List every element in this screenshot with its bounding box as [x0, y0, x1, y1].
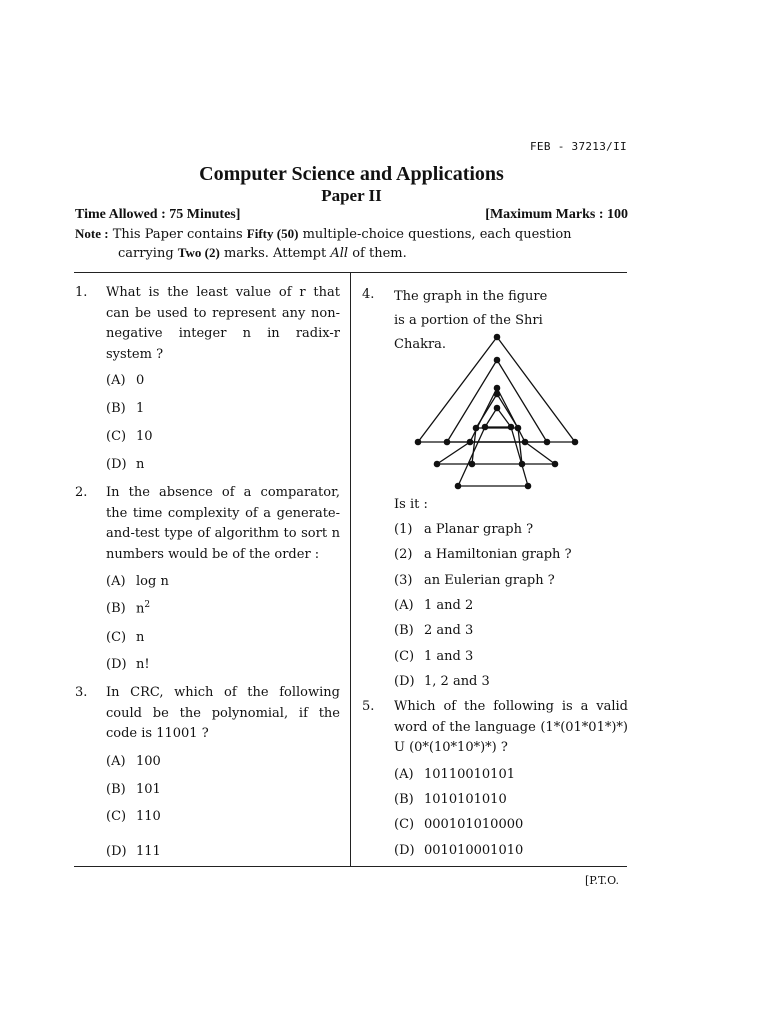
q1-option-c[interactable] [106, 429, 153, 444]
option-label: (D) [394, 843, 415, 858]
statement-label: (1) [394, 522, 413, 537]
statement-value: a Planar graph ? [424, 522, 534, 537]
q1-option-a[interactable] [106, 373, 144, 388]
question-4-text: The graph in the figure is a portion of the Shri Chakra. [394, 289, 548, 352]
question-5-text: Which of the following is a valid word of the language (1*(01*01*)*) U (0*(10*10*)*) ? [394, 699, 628, 755]
option-value: 101 [136, 782, 161, 797]
option-superscript: 2 [144, 600, 151, 610]
paper-code: FEB - 37213/II [530, 140, 627, 153]
option-value: 10110010101 [424, 767, 515, 782]
option-value: n! [136, 657, 150, 672]
note-all: All [330, 246, 349, 261]
note-text-5: of them. [352, 246, 407, 261]
q4-option-a[interactable] [394, 598, 473, 613]
paper-number: Paper II [321, 186, 382, 205]
note-fifty: Fifty (50) [246, 226, 299, 241]
note-label: Note : [75, 226, 109, 241]
q1-option-d[interactable] [106, 457, 144, 472]
paper-title: Computer Science and Applications [199, 163, 504, 185]
question-4-number: 4. [362, 287, 375, 302]
option-value: 000101010000 [424, 817, 524, 832]
option-label: (A) [394, 598, 414, 613]
q5-option-a[interactable] [394, 767, 515, 782]
instructions-note [75, 225, 635, 263]
q5-option-b[interactable] [394, 792, 507, 807]
option-value: 0 [136, 373, 145, 388]
option-value: 1 and 2 [424, 598, 474, 613]
question-1-text: What is the least value of r that can be used to represent any non-negative integer n in radix-r system ? [106, 285, 340, 362]
question-2-number: 2. [75, 485, 88, 500]
q2-option-a[interactable] [106, 574, 169, 589]
option-label: (D) [106, 657, 127, 672]
question-1-number: 1. [75, 285, 88, 300]
option-label: (C) [106, 630, 127, 645]
option-value: 001010001010 [424, 843, 524, 858]
option-label: (D) [394, 674, 415, 689]
statement-label: (2) [394, 547, 413, 562]
q4-statement-2 [394, 547, 572, 562]
q4-statement-1 [394, 522, 533, 537]
bottom-divider [74, 866, 627, 867]
q3-option-c[interactable] [106, 809, 161, 824]
q3-option-b[interactable] [106, 782, 161, 797]
q4-option-d[interactable] [394, 674, 490, 689]
option-label: (B) [106, 401, 126, 416]
question-2-text: In the absence of a comparator, the time complexity of a generate-and-test type of algorithm to sort n numbers would be of the order : [106, 485, 340, 562]
option-value: 10 [136, 429, 153, 444]
option-value: 2 and 3 [424, 623, 474, 638]
option-label: (B) [394, 623, 414, 638]
option-value: 110 [136, 809, 161, 824]
option-label: (C) [394, 649, 415, 664]
column-divider [350, 272, 351, 866]
option-value: 100 [136, 754, 161, 769]
q4-option-c[interactable] [394, 649, 473, 664]
q2-option-d[interactable] [106, 657, 150, 672]
note-text-3: carrying [118, 246, 174, 261]
option-value: n [136, 601, 145, 617]
page-turn-over: [P.T.O. [585, 874, 620, 887]
option-value: 1010101010 [424, 792, 507, 807]
statement-value: a Hamiltonian graph ? [424, 547, 572, 562]
option-label: (D) [106, 844, 127, 859]
q3-option-d[interactable] [106, 844, 161, 859]
statement-value: an Eulerian graph ? [424, 573, 555, 588]
option-label: (D) [106, 457, 127, 472]
maximum-marks: [Maximum Marks : 100 [485, 207, 628, 222]
question-3-text: In CRC, which of the following could be the polynomial, if the code is 11001 ? [106, 685, 340, 741]
question-5-number: 5. [362, 699, 375, 714]
note-text-4: marks. Attempt [223, 246, 327, 261]
option-label: (A) [394, 767, 414, 782]
option-value: 1 [136, 401, 145, 416]
option-label: (C) [106, 809, 127, 824]
option-label: (C) [106, 429, 127, 444]
question-3-number: 3. [75, 685, 88, 700]
q2-option-c[interactable] [106, 630, 144, 645]
option-label: (B) [106, 782, 126, 797]
option-value: n [136, 630, 145, 645]
q3-option-a[interactable] [106, 754, 161, 769]
q5-option-c[interactable] [394, 817, 523, 832]
question-4-is-it: Is it : [394, 497, 428, 512]
shri-chakra-graph [410, 330, 585, 495]
option-label: (A) [106, 574, 126, 589]
option-value: log n [136, 574, 169, 589]
q2-option-b[interactable] [106, 600, 150, 616]
q1-option-b[interactable] [106, 401, 144, 416]
q4-statement-3 [394, 573, 555, 588]
option-value: 111 [136, 844, 161, 859]
q5-option-d[interactable] [394, 843, 523, 858]
option-label: (C) [394, 817, 415, 832]
note-text-2: multiple-choice questions, each question [302, 227, 572, 242]
option-value: 1 and 3 [424, 649, 474, 664]
option-label: (B) [394, 792, 414, 807]
note-two: Two (2) [177, 245, 220, 260]
note-text-1: This Paper contains [112, 227, 243, 242]
option-value: 1, 2 and 3 [424, 674, 490, 689]
statement-label: (3) [394, 573, 413, 588]
option-label: (A) [106, 754, 126, 769]
q4-option-b[interactable] [394, 623, 473, 638]
time-allowed: Time Allowed : 75 Minutes] [75, 207, 241, 222]
option-label: (A) [106, 373, 126, 388]
option-label: (B) [106, 601, 126, 617]
option-value: n [136, 457, 145, 472]
